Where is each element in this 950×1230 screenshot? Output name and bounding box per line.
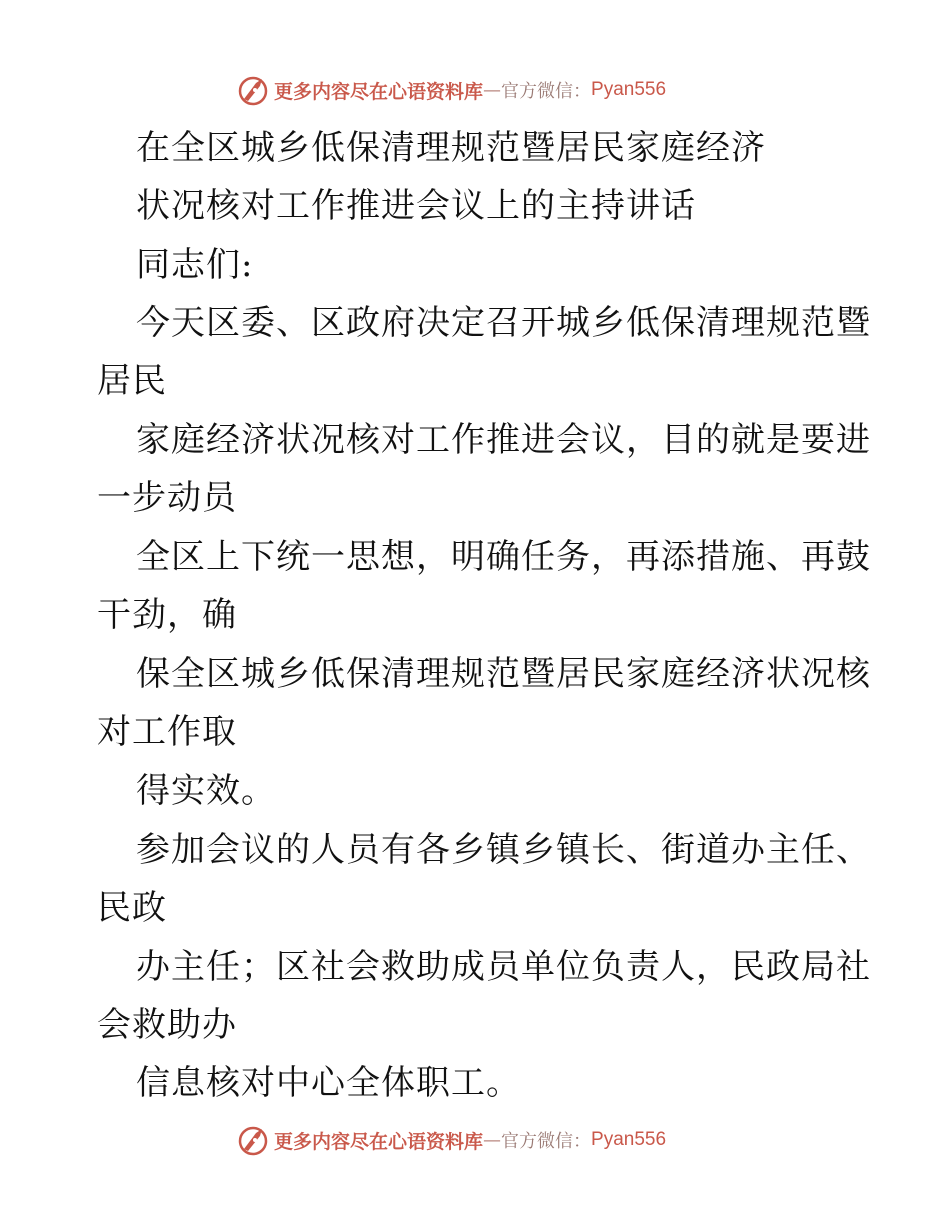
title-line-1: 在全区城乡低保清理规范暨居民家庭经济: [136, 128, 766, 168]
text-line: 干劲，确: [97, 595, 237, 635]
text-line: 得实效。: [136, 771, 276, 811]
text-line: 保全区城乡低保清理规范暨居民家庭经济状况核: [136, 654, 871, 694]
text-line: 参加会议的人员有各乡镇乡镇长、街道办主任、: [136, 830, 871, 870]
text-line: 一步动员: [97, 478, 237, 518]
text-line: 同志们:: [136, 245, 254, 285]
pen-nib-logo-icon: [236, 73, 270, 107]
text-line: 信息核对中心全体职工。: [136, 1063, 521, 1103]
watermark-account-label: 官方微信：: [501, 81, 592, 102]
title-line-2: 状况核对工作推进会议上的主持讲话: [136, 186, 696, 226]
text-line: 居民: [97, 361, 167, 401]
text-line: 办主任；区社会救助成员单位负责人，民政局社: [136, 947, 871, 987]
watermark-separator: —: [483, 79, 502, 101]
watermark-account-id: Pyan556: [591, 1129, 667, 1150]
watermark-account-id: Pyan556: [591, 79, 667, 100]
text-line: 今天区委、区政府决定召开城乡低保清理规范暨: [136, 303, 871, 343]
watermark-text: 更多内容尽在心语资料库: [274, 1130, 484, 1153]
header-watermark: [236, 72, 666, 108]
watermark-text: 更多内容尽在心语资料库: [274, 80, 484, 103]
text-line: 家庭经济状况核对工作推进会议，目的就是要进: [136, 420, 871, 460]
watermark-account-label: 官方微信：: [501, 1131, 592, 1152]
text-line: 全区上下统一思想，明确任务，再添措施、再鼓: [136, 537, 871, 577]
pen-nib-logo-icon: [236, 1123, 270, 1157]
footer-watermark: [236, 1122, 666, 1158]
text-line: 会救助办: [97, 1005, 237, 1045]
watermark-separator: —: [483, 1129, 502, 1151]
text-line: 对工作取: [97, 712, 237, 752]
text-line: 民政: [97, 888, 167, 928]
